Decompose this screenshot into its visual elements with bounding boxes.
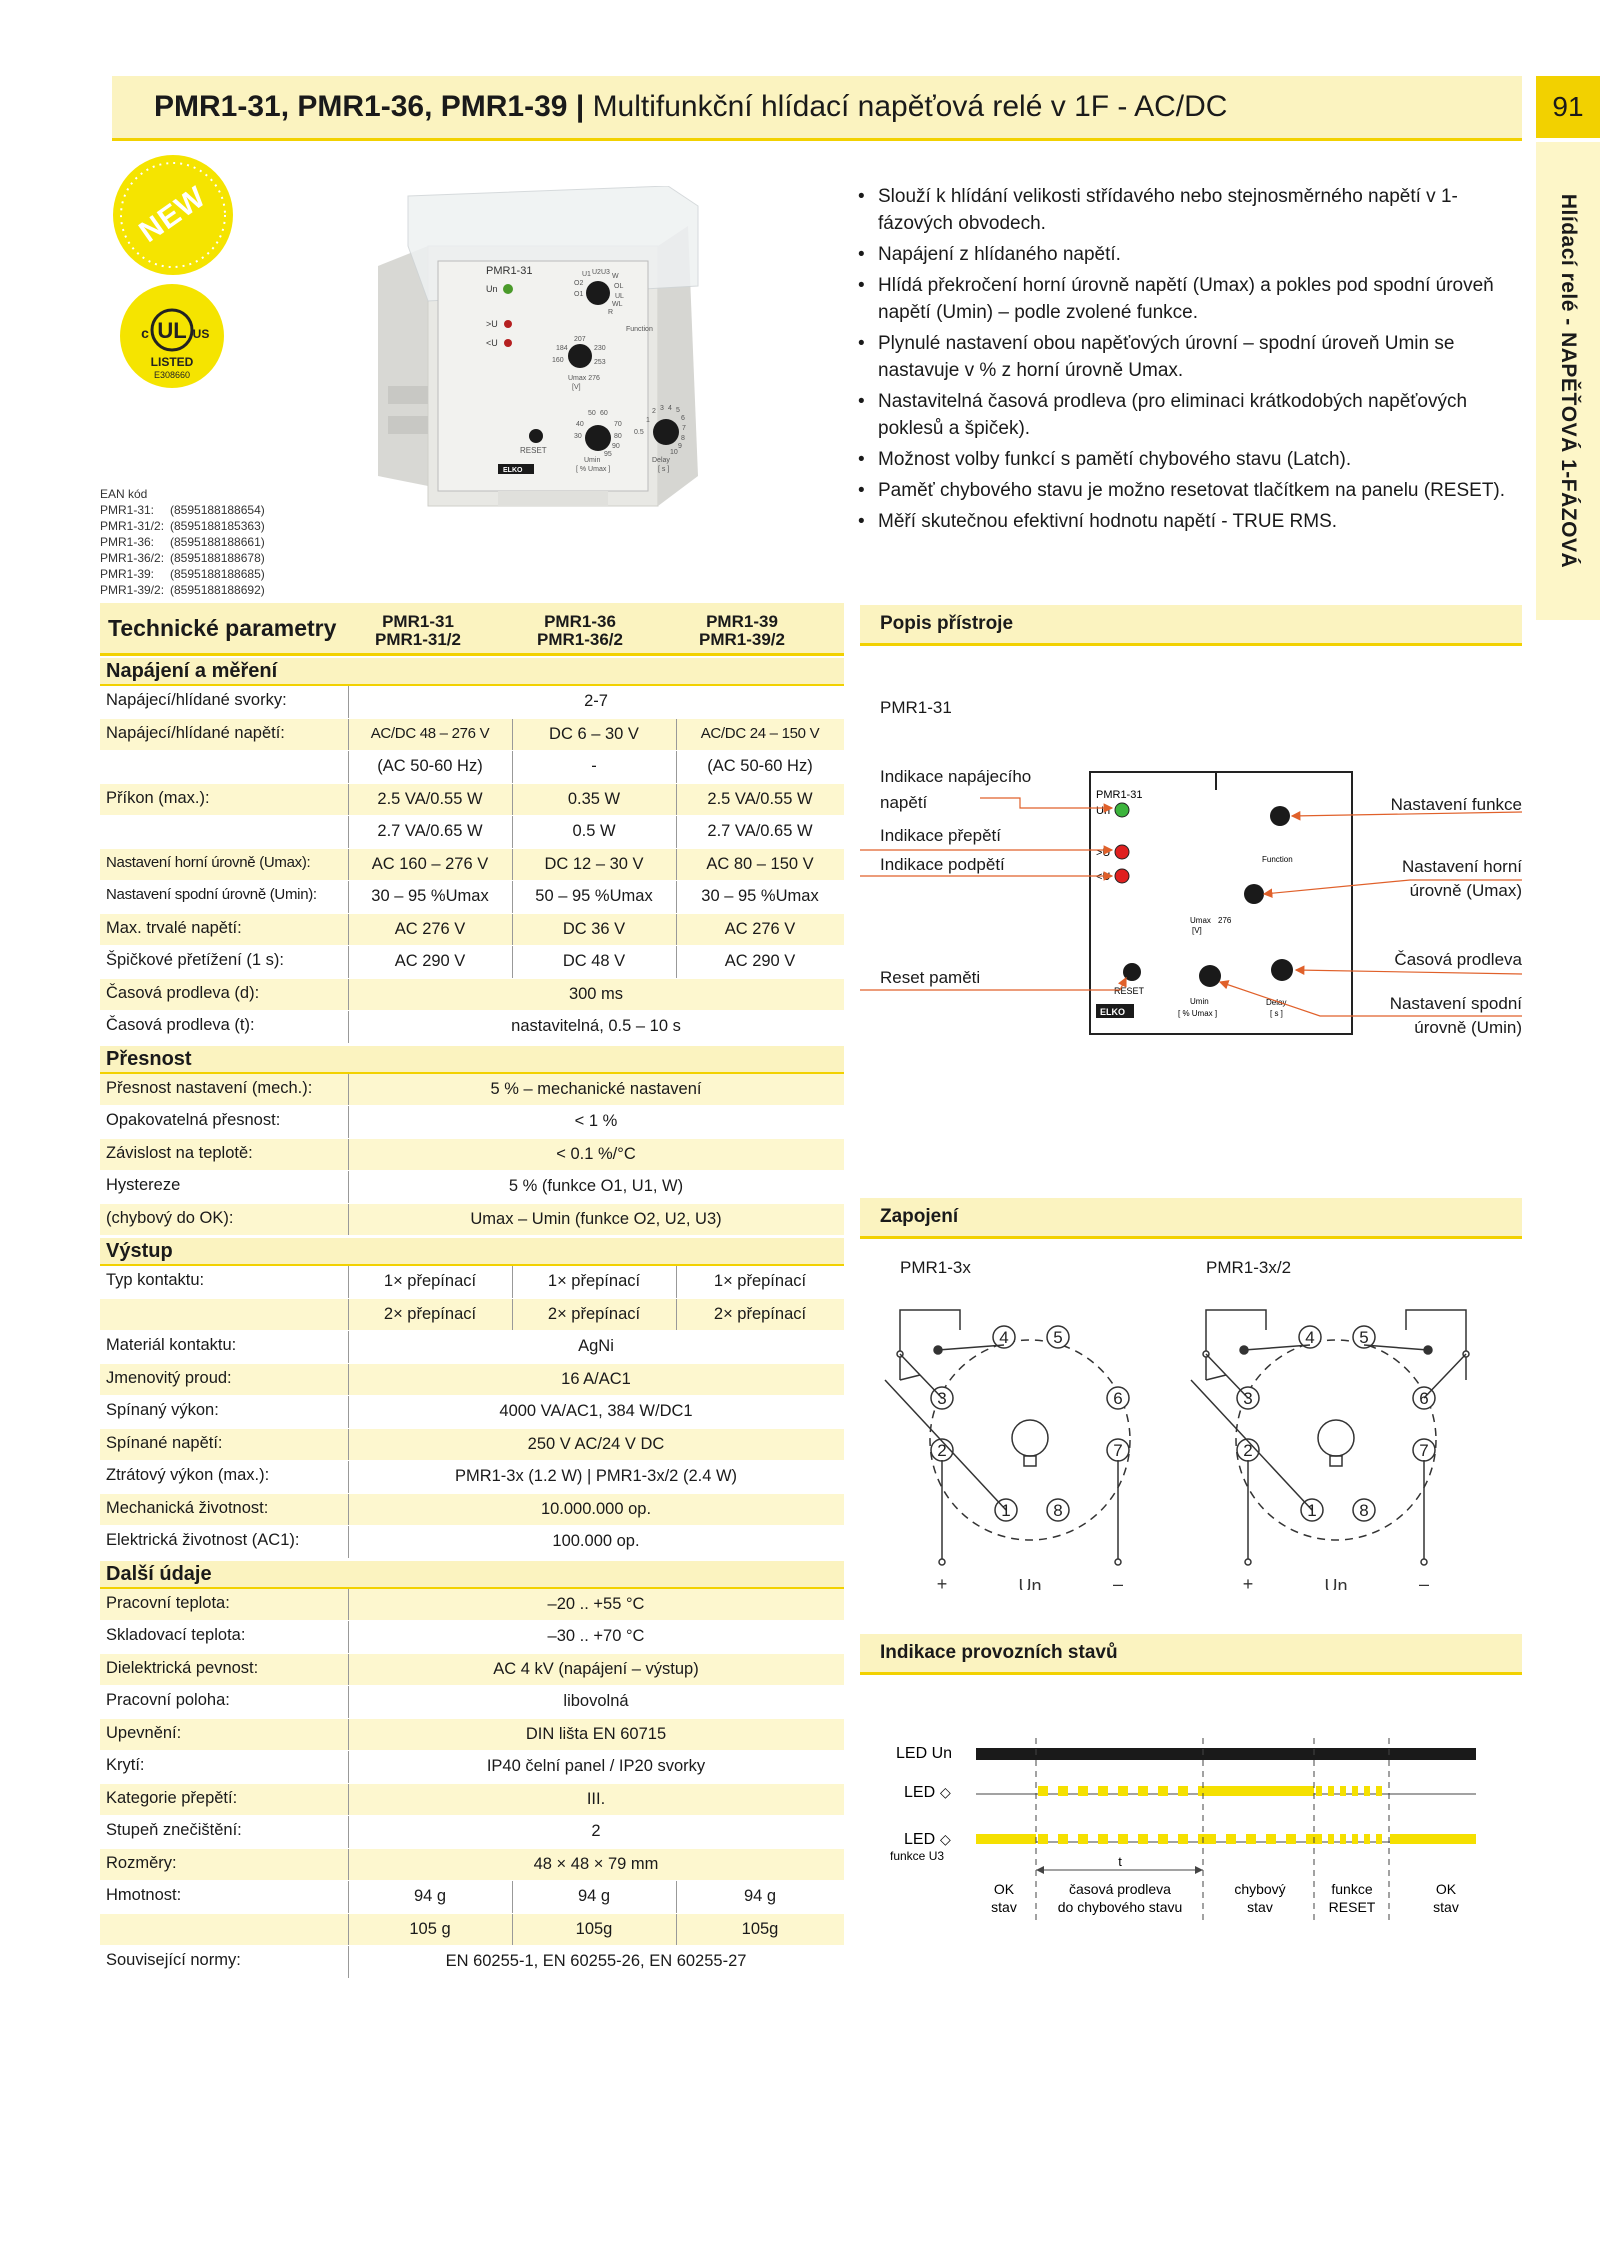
zapojeni-right-title: PMR1-3x/2: [1206, 1258, 1292, 1277]
table-row: [100, 1396, 844, 1429]
popis-label-un: Indikace napájecího napětí: [880, 767, 1032, 812]
photo-umin-40: 40: [576, 421, 584, 428]
panel-umax-unit: [V]: [1192, 926, 1202, 935]
tilde-label: [1243, 1588, 1254, 1590]
row-value: -: [591, 757, 597, 775]
ul-listed: LISTED: [150, 355, 194, 369]
table-row: [100, 1461, 844, 1494]
row-value: 2.5 VA/0.55 W: [377, 789, 483, 808]
panel-name: PMR1-31: [1096, 789, 1143, 801]
table-row: [100, 1881, 844, 1914]
row-value: AgNi: [578, 1337, 614, 1355]
row-value: DC 12 – 30 V: [544, 854, 644, 873]
photo-func-u2: U2: [592, 269, 601, 276]
table-row: [100, 1364, 844, 1397]
row-value: DIN lišta EN 60715: [525, 1724, 667, 1743]
popis-label-delay: Časová prodleva: [1394, 950, 1522, 969]
tilde-label: [1419, 1588, 1430, 1590]
tilde-label: [1113, 1588, 1124, 1590]
table-title: Technické parametry: [108, 615, 337, 641]
photo-delay-5: 5: [676, 407, 680, 414]
led-u3-label: LED: [904, 1831, 936, 1848]
led-un-label: LED Un: [896, 1745, 953, 1762]
photo-umin-90: 90: [612, 443, 620, 450]
row-value: libovolná: [563, 1692, 629, 1710]
photo-delay-1: 1: [646, 417, 650, 424]
un-label: Un: [1018, 1576, 1042, 1590]
row-value: EN 60255-1, EN 60255-26, EN 60255-27: [445, 1952, 747, 1970]
pin-label: 6: [1113, 1389, 1123, 1408]
photo-over: >U: [486, 319, 498, 329]
row-value: 250 V AC/24 V DC: [527, 1434, 665, 1453]
row-value: Umax – Umin (funkce O2, U2, U3): [470, 1209, 722, 1228]
led-u3-icon: ◇: [940, 1831, 951, 1847]
table-row: [100, 1139, 844, 1172]
table-row: [100, 1816, 844, 1849]
ul-us: US: [192, 327, 210, 341]
pin-label: 7: [1419, 1441, 1429, 1460]
popis-label-umax: Nastavení horní úrovně (Umax): [1401, 857, 1522, 900]
table-row: [100, 1204, 844, 1237]
row-label: Ztrátový výkon (max.):: [106, 1466, 270, 1484]
row-label: Špičkové přetížení (1 s):: [106, 951, 284, 969]
panel-un: Un: [1096, 805, 1111, 817]
row-value: AC 80 – 150 V: [706, 854, 814, 873]
table-row: [100, 946, 844, 979]
state-2-l1: časová prodleva: [1069, 1881, 1171, 1897]
photo-func-u1: U1: [582, 271, 591, 278]
row-value: 105g: [741, 1919, 779, 1938]
row-value: 94 g: [413, 1887, 447, 1905]
photo-delay-10: 10: [670, 449, 678, 456]
row-label: Časová prodleva (t):: [106, 1016, 255, 1034]
table-row: [100, 914, 844, 947]
table-row: [100, 1784, 844, 1817]
led-over-label: LED: [904, 1784, 936, 1801]
un-label: Un: [1324, 1576, 1348, 1590]
zapojeni-title: Zapojení: [880, 1206, 959, 1227]
panel-umin: Umin: [1190, 997, 1209, 1006]
photo-umin-unit: [ % Umax ]: [576, 466, 611, 473]
row-value: DC 48 V: [562, 952, 626, 970]
led-u3-note: funkce U3: [890, 1849, 945, 1863]
panel-under: <U: [1096, 871, 1111, 883]
col-header-3: PMR1-39 PMR1-39/2: [699, 612, 785, 649]
col-header-2: PMR1-36 PMR1-36/2: [537, 612, 623, 649]
photo-name: PMR1-31: [486, 265, 533, 277]
row-value: (AC 50-60 Hz): [707, 757, 813, 775]
photo-func-w: W: [612, 273, 619, 280]
row-value: 50 – 95 %Umax: [535, 887, 653, 905]
state-5-l1: OK: [1435, 1881, 1457, 1897]
pin-label: 2: [937, 1441, 947, 1460]
photo-umax-unit: [V]: [572, 384, 581, 391]
ean-row: PMR1-39/2: (8595188188692): [100, 583, 265, 597]
table-row: [100, 1526, 844, 1559]
photo-delay-label: Delay: [652, 457, 670, 464]
table-row: [100, 1171, 844, 1204]
pin-label: 8: [1359, 1501, 1369, 1520]
table-row: [100, 751, 844, 784]
photo-umin-80: 80: [614, 433, 622, 440]
table-row: [100, 849, 844, 882]
state-4-l1: funkce: [1331, 1881, 1373, 1897]
ul-number: E308660: [153, 370, 191, 380]
section-header: Přesnost: [100, 1046, 844, 1074]
new-badge-text: NEW: [133, 180, 213, 250]
tech-params-table: [100, 603, 844, 1979]
panel-brand: ELKO: [1100, 1007, 1126, 1017]
plus-label: +: [1242, 1574, 1254, 1590]
row-value: 5 % (funkce O1, U1, W): [508, 1177, 684, 1195]
pin-label: 4: [1305, 1328, 1315, 1347]
photo-func-u3: U3: [601, 269, 610, 276]
row-value: 2-7: [584, 692, 608, 710]
row-label: Materiál kontaktu:: [106, 1336, 237, 1354]
page-number: 91: [1536, 76, 1600, 138]
row-value: –20 .. +55 °C: [547, 1594, 645, 1613]
photo-func-o2: O2: [574, 280, 584, 287]
pin-label: 7: [1113, 1441, 1123, 1460]
popis-label-umin: Nastavení spodní úrovně (Umin): [1389, 994, 1522, 1037]
led-over-icon: ◇: [940, 1784, 951, 1800]
state-1-l1: OK: [993, 1881, 1015, 1897]
row-label: (chybový do OK):: [106, 1208, 234, 1227]
photo-func-ul: UL: [615, 293, 624, 300]
row-label: Spínaný výkon:: [106, 1401, 219, 1419]
row-label: Pracovní teplota:: [106, 1593, 230, 1612]
row-label: Závislost na teplotě:: [106, 1143, 253, 1162]
photo-delay-3: 3: [660, 405, 664, 412]
state-5-l2: stav: [1433, 1899, 1459, 1915]
pin-label: 3: [1243, 1389, 1253, 1408]
ul-mark: UL: [157, 318, 187, 343]
table-row: [100, 881, 844, 914]
photo-umin-95: 95: [604, 451, 612, 458]
row-label: Spínané napětí:: [106, 1433, 223, 1452]
photo-delay-unit: [ s ]: [658, 466, 670, 473]
photo-umin-70: 70: [614, 421, 622, 428]
feature-item: • Nastavitelná časová prodleva (pro eliminaci krátkodobých napěťových poklesů a špiček).: [858, 388, 1524, 442]
new-badge: [113, 155, 233, 275]
row-value: AC 290 V: [394, 952, 466, 970]
table-row: [100, 1331, 844, 1364]
table-row: [100, 719, 844, 752]
photo-delay-6: 6: [681, 415, 685, 422]
photo-under: <U: [486, 338, 498, 348]
row-label: Upevnění:: [106, 1723, 182, 1742]
section-header: Další údaje: [100, 1561, 844, 1589]
photo-umax-207: 207: [574, 336, 586, 343]
pin-label: 3: [937, 1389, 947, 1408]
popis-model: PMR1-31: [880, 698, 952, 717]
ean-row: PMR1-36: (8595188188661): [100, 535, 265, 549]
photo-umax-253: 253: [594, 359, 606, 366]
pin-label: 1: [1001, 1501, 1011, 1520]
photo-delay-05: 0.5: [634, 429, 644, 436]
section-header: Napájení a měření: [100, 658, 844, 686]
photo-func-r: R: [608, 309, 614, 316]
zapojeni-left-title: PMR1-3x: [900, 1258, 971, 1277]
row-value: 2× přepínací: [713, 1304, 807, 1323]
ul-c: c: [141, 325, 149, 341]
row-label: Stupeň znečištění:: [106, 1821, 242, 1839]
row-label: Napájecí/hlídané napětí:: [106, 723, 285, 742]
row-value: III.: [586, 1789, 606, 1808]
state-3-l2: stav: [1247, 1899, 1273, 1915]
row-value: (AC 50-60 Hz): [377, 757, 483, 775]
photo-delay-4: 4: [668, 405, 672, 412]
feature-item: • Možnost volby funkcí s pamětí chybového stavu (Latch).: [858, 446, 1524, 473]
row-label: Typ kontaktu:: [106, 1271, 205, 1289]
row-value: AC 276 V: [724, 919, 796, 938]
pin-label: 4: [999, 1328, 1009, 1347]
pin-label: 8: [1053, 1501, 1063, 1520]
row-value: AC 160 – 276 V: [371, 854, 489, 873]
popis-label-reset: Reset paměti: [880, 968, 981, 987]
table-row: [100, 686, 844, 719]
photo-delay-9: 9: [678, 443, 682, 450]
photo-func-wl: WL: [612, 301, 623, 308]
row-value: 1× přepínací: [547, 1272, 641, 1290]
row-value: < 0.1 %/°C: [556, 1144, 636, 1163]
pin-label: 5: [1053, 1328, 1063, 1347]
row-value: AC 4 kV (napájení – výstup): [493, 1659, 699, 1678]
pin-label: 5: [1359, 1328, 1369, 1347]
row-value: 94 g: [743, 1887, 777, 1905]
ean-row: PMR1-31/2: (8595188185363): [100, 519, 265, 533]
row-label: Přesnost nastavení (mech.):: [106, 1078, 313, 1097]
row-value: AC 276 V: [394, 919, 466, 938]
row-label: Nastavení horní úrovně (Umax):: [106, 853, 311, 871]
row-value: nastavitelná, 0.5 – 10 s: [511, 1017, 681, 1035]
row-value: –30 .. +70 °C: [547, 1627, 645, 1645]
photo-umin-50: 50: [588, 410, 596, 417]
row-label: Elektrická životnost (AC1):: [106, 1531, 300, 1549]
table-row: [100, 1751, 844, 1784]
ean-row: PMR1-31: (8595188188654): [100, 503, 265, 517]
row-value: 105 g: [409, 1919, 451, 1938]
panel-function: Function: [1262, 855, 1293, 864]
table-row: [100, 1589, 844, 1622]
photo-func-ol: OL: [614, 283, 624, 290]
row-label: Rozměry:: [106, 1853, 177, 1872]
ean-title: EAN kód: [100, 487, 148, 501]
table-row: [100, 1494, 844, 1527]
row-value: 0.35 W: [567, 789, 621, 808]
zapojeni-header: [860, 1198, 1522, 1239]
row-value: AC 290 V: [724, 952, 796, 970]
feature-item: • Hlídá překročení horní úrovně napětí (Umax) a pokles pod spodní úroveň napětí (Umin) – podle zvolené funkce.: [858, 272, 1524, 326]
plus-label: +: [936, 1574, 948, 1590]
row-label: Skladovací teplota:: [106, 1626, 246, 1644]
row-value: 1× přepínací: [713, 1272, 807, 1290]
popis-label-over: Indikace přepětí: [880, 826, 1001, 845]
row-value: AC/DC 24 – 150 V: [700, 724, 820, 742]
feature-item: • Plynulé nastavení obou napěťových úrovní – spodní úroveň Umin se nastavuje v % z horní úrovně Umax.: [858, 330, 1524, 384]
popis-header: [860, 605, 1522, 646]
indikace-header: [860, 1634, 1522, 1675]
indikace-diagram: [880, 1730, 1525, 1930]
row-label: Časová prodleva (d):: [106, 983, 260, 1002]
row-value: 2× přepínací: [383, 1304, 477, 1323]
table-row: [100, 1266, 844, 1299]
photo-un: Un: [486, 284, 498, 294]
ul-listed-logo: [118, 282, 226, 390]
row-value: PMR1-3x (1.2 W) | PMR1-3x/2 (2.4 W): [454, 1467, 738, 1485]
table-row: [100, 784, 844, 817]
row-value: 16 A/AC1: [561, 1369, 631, 1388]
state-2-l2: do chybového stavu: [1057, 1899, 1183, 1915]
table-row: [100, 1621, 844, 1654]
pin-label: 6: [1419, 1389, 1429, 1408]
side-tab-text: Hlídací relé - NAPĚŤOVÁ 1-FÁZOVÁ: [1557, 193, 1580, 569]
minus-label: –: [1418, 1574, 1430, 1590]
row-value: 30 – 95 %Umax: [701, 887, 819, 905]
panel-delay-unit: [ s ]: [1270, 1009, 1283, 1018]
row-value: 2× přepínací: [547, 1304, 641, 1323]
feature-item: • Slouží k hlídání velikosti střídavého nebo stejnosměrného napětí v 1-fázových obvodech.: [858, 183, 1524, 237]
feature-item: • Měří skutečnou efektivní hodnotu napětí - TRUE RMS.: [858, 508, 1524, 535]
table-row: [100, 816, 844, 849]
table-row: [100, 1946, 844, 1979]
feature-list: [858, 183, 1524, 539]
state-1-l2: stav: [991, 1899, 1017, 1915]
photo-umax-184: 184: [556, 345, 568, 352]
panel-delay: Delay: [1266, 998, 1287, 1007]
zapojeni-diagram: [880, 1300, 1520, 1590]
photo-delay-2: 2: [652, 408, 656, 415]
panel-reset: RESET: [1114, 986, 1145, 996]
header-title-bold: PMR1-31, PMR1-36, PMR1-39: [154, 90, 568, 123]
panel-umax: Umax: [1190, 916, 1211, 925]
row-label: Krytí:: [106, 1756, 145, 1774]
photo-umax-230: 230: [594, 345, 606, 352]
state-3-l1: chybový: [1234, 1881, 1286, 1897]
photo-umin-30: 30: [574, 433, 582, 440]
row-value: AC/DC 48 – 276 V: [370, 724, 490, 742]
row-value: 5 % – mechanické nastavení: [490, 1079, 702, 1098]
row-value: 105g: [575, 1919, 613, 1938]
table-row: [100, 1849, 844, 1882]
indikace-title: Indikace provozních stavů: [880, 1642, 1118, 1663]
col-header-1: PMR1-31 PMR1-31/2: [375, 612, 461, 649]
row-value: 10.000.000 op.: [540, 1499, 652, 1518]
row-label: Max. trvalé napětí:: [106, 918, 242, 937]
row-value: 2.5 VA/0.55 W: [707, 789, 813, 808]
row-value: IP40 čelní panel / IP20 svorky: [486, 1757, 706, 1775]
row-label: Dielektrická pevnost:: [106, 1658, 259, 1677]
row-value: 48 × 48 × 79 mm: [533, 1854, 659, 1873]
row-value: DC 36 V: [562, 919, 626, 938]
table-row: [100, 1719, 844, 1752]
row-label: Jmenovitý proud:: [106, 1368, 232, 1387]
row-label: Opakovatelná přesnost:: [106, 1111, 281, 1129]
row-value: 2.7 VA/0.65 W: [377, 822, 483, 840]
popis-label-under: Indikace podpětí: [880, 855, 1005, 874]
photo-function: Function: [626, 326, 653, 333]
state-4-l2: RESET: [1328, 1899, 1376, 1915]
device-photo: [368, 186, 798, 532]
popis-label-func: Nastavení funkce: [1390, 795, 1522, 814]
photo-brand: ELKO: [503, 467, 523, 474]
side-tab: [1536, 142, 1600, 620]
row-value: 94 g: [577, 1887, 611, 1905]
table-header: [100, 603, 844, 656]
table-row: [100, 1654, 844, 1687]
row-value: 2.7 VA/0.65 W: [707, 822, 813, 840]
t-label: t: [1118, 1854, 1122, 1869]
row-label: Hystereze: [106, 1176, 181, 1194]
section-header: Výstup: [100, 1238, 844, 1266]
table-row: [100, 1686, 844, 1719]
panel-umax-max: 276: [1218, 916, 1232, 925]
row-label: Kategorie přepětí:: [106, 1788, 238, 1807]
row-label: Hmotnost:: [106, 1886, 182, 1904]
feature-item: • Napájení z hlídaného napětí.: [858, 241, 1524, 268]
row-label: Nastavení spodní úrovně (Umin):: [106, 886, 317, 903]
row-value: 0.5 W: [572, 822, 616, 840]
pin-label: 1: [1307, 1501, 1317, 1520]
photo-delay-8: 8: [681, 435, 685, 442]
pin-label: 2: [1243, 1441, 1253, 1460]
table-row: [100, 1299, 844, 1332]
row-value: 30 – 95 %Umax: [371, 887, 489, 905]
header-title: Multifunkční hlídací napěťová relé v 1F - AC/DC: [592, 90, 1228, 123]
table-row: [100, 979, 844, 1012]
row-label: Napájecí/hlídané svorky:: [106, 691, 287, 709]
panel-umin-unit: [ % Umax ]: [1178, 1009, 1218, 1018]
photo-func-o1: O1: [574, 291, 584, 298]
row-label: Příkon (max.):: [106, 788, 210, 807]
row-label: Pracovní poloha:: [106, 1691, 230, 1709]
panel-over: >U: [1096, 847, 1111, 859]
row-label: Související normy:: [106, 1951, 241, 1969]
tilde-label: [937, 1588, 948, 1590]
feature-item: • Paměť chybového stavu je možno resetovat tlačítkem na panelu (RESET).: [858, 477, 1524, 504]
photo-umax-160: 160: [552, 357, 564, 364]
page-header: PMR1-31, PMR1-36, PMR1-39 | Multifunkční hlídací napěťová relé v 1F - AC/DC: [112, 76, 1522, 141]
table-row: [100, 1106, 844, 1139]
photo-umax-label: Umax 276: [568, 375, 600, 382]
row-value: 4000 VA/AC1, 384 W/DC1: [499, 1402, 693, 1420]
table-row: [100, 1074, 844, 1107]
row-value: 1× přepínací: [383, 1272, 477, 1290]
ean-row: PMR1-36/2: (8595188188678): [100, 551, 265, 565]
table-row: [100, 1429, 844, 1462]
photo-delay-7: 7: [682, 425, 686, 432]
row-value: < 1 %: [574, 1112, 618, 1130]
row-value: DC 6 – 30 V: [549, 724, 639, 743]
row-value: 2: [591, 1822, 601, 1840]
ean-row: PMR1-39: (8595188188685): [100, 567, 265, 581]
table-row: [100, 1011, 844, 1044]
photo-umin-60: 60: [600, 410, 608, 417]
photo-umin-label: Umin: [584, 457, 601, 464]
ean-codes: [100, 486, 265, 598]
photo-reset: RESET: [520, 446, 547, 455]
row-value: 300 ms: [568, 984, 624, 1003]
table-row: [100, 1914, 844, 1947]
popis-title: Popis přístroje: [880, 613, 1014, 634]
row-value: 100.000 op.: [552, 1532, 640, 1550]
minus-label: –: [1112, 1574, 1124, 1590]
row-label: Mechanická životnost:: [106, 1498, 269, 1517]
